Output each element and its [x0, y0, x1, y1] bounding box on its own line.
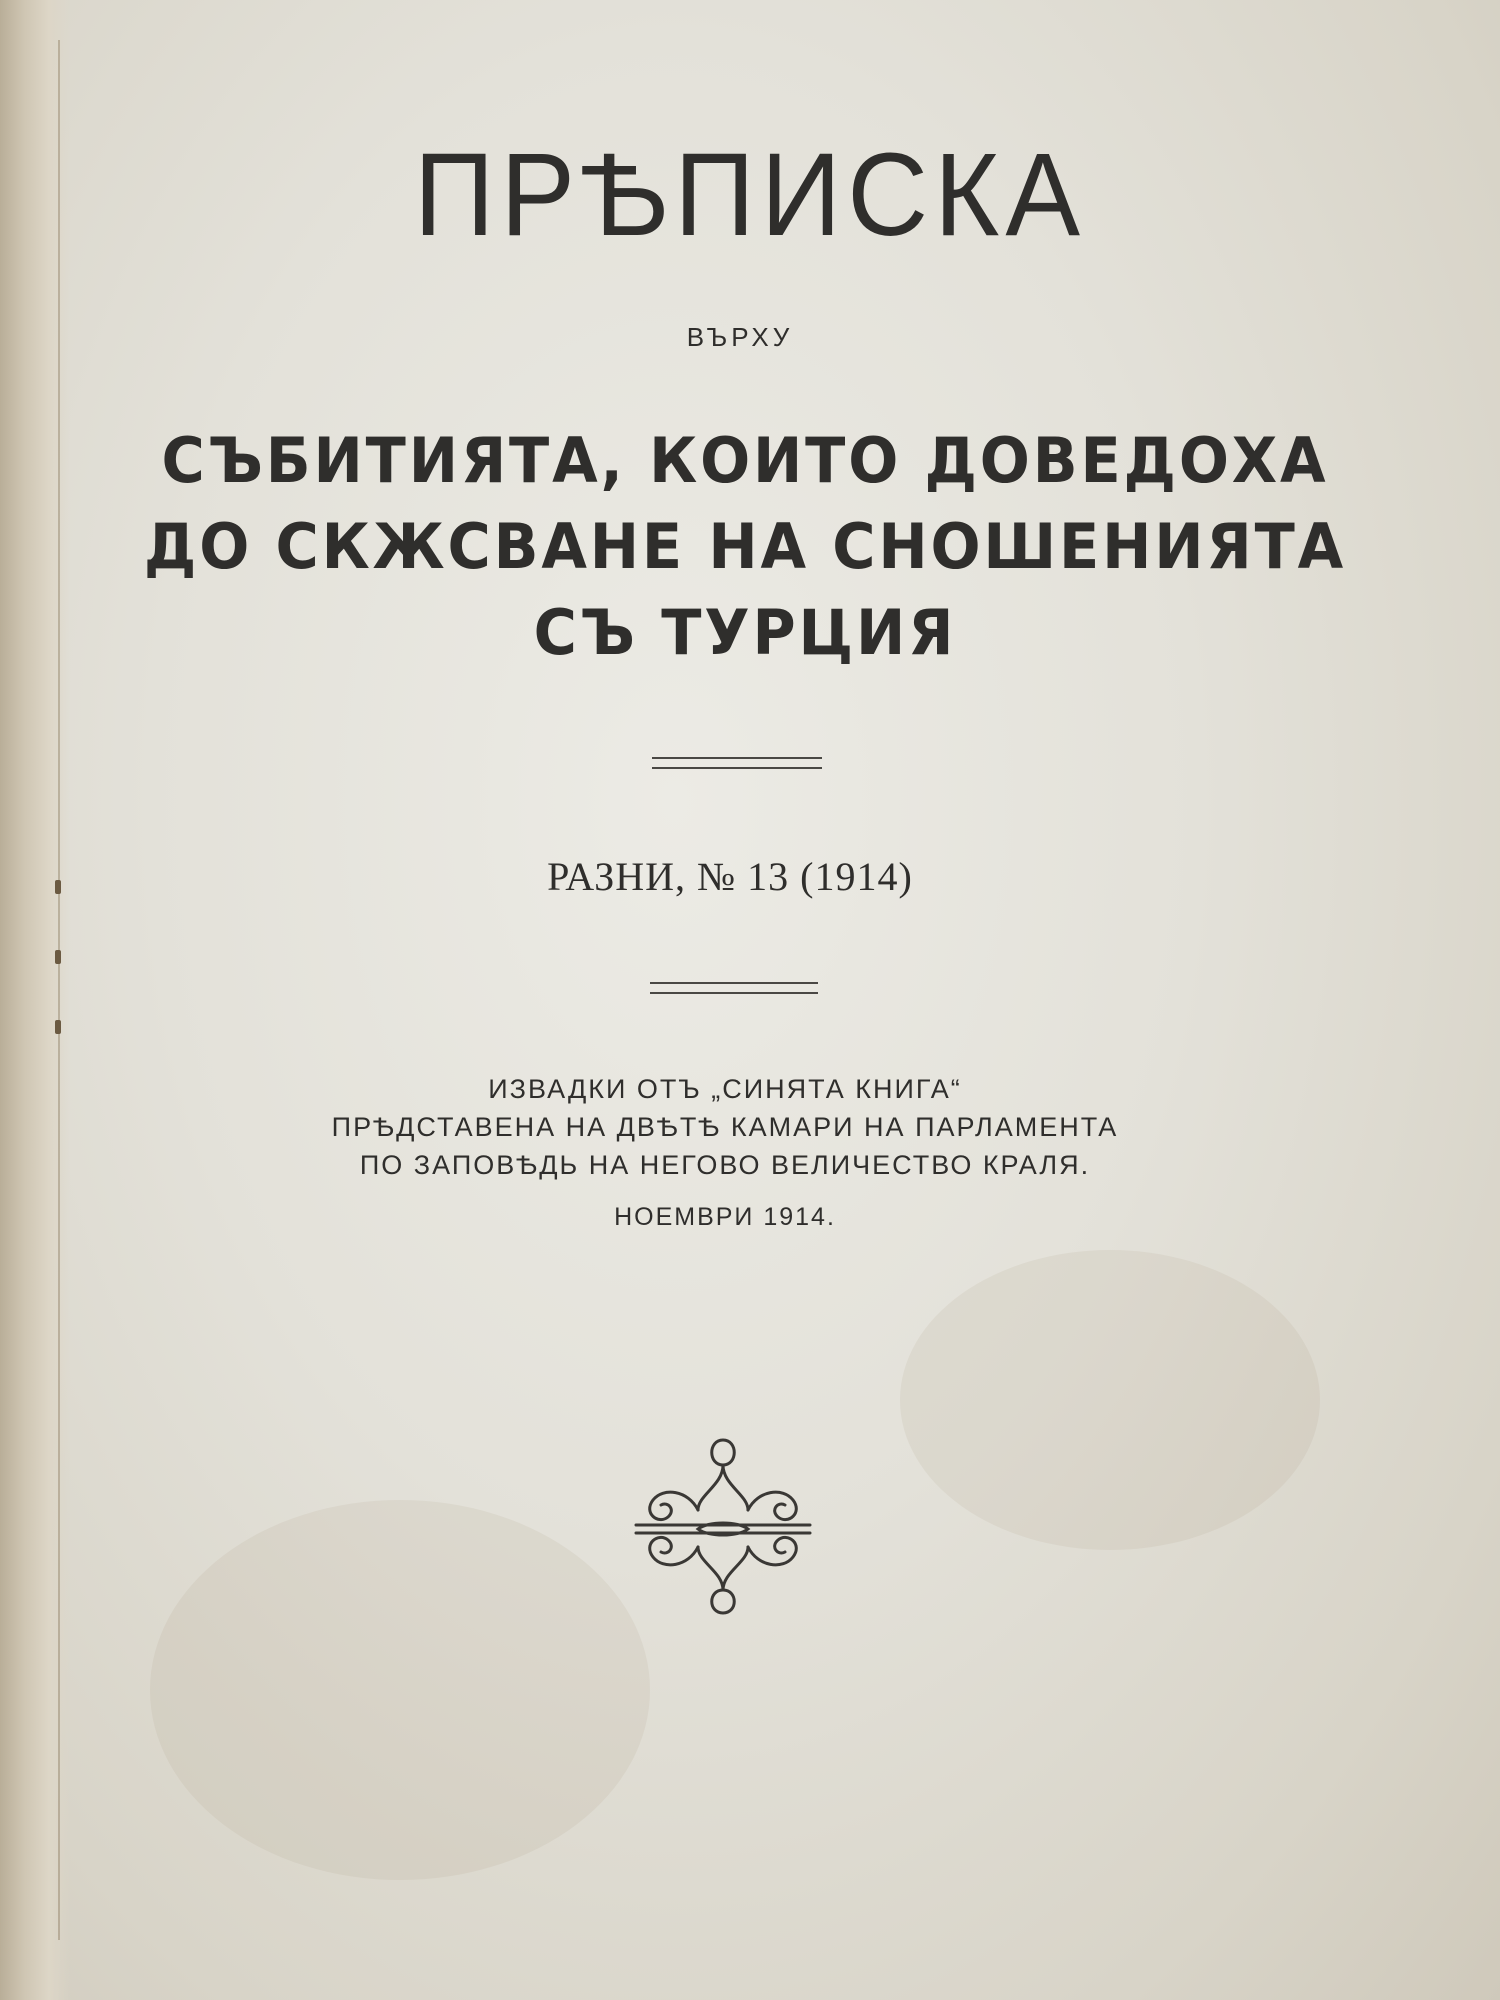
- extract-line: ПО ЗАПОВѢДЬ НА НЕГОВО ВЕЛИЧЕСТВО КРАЛЯ.: [359, 1150, 1091, 1180]
- double-rule-divider: [652, 757, 822, 769]
- extract-note: [0, 1070, 1450, 1236]
- publication-date: НОЕМВРИ 1914.: [614, 1203, 836, 1231]
- headline-line: СЪ ТУРЦИЯ: [533, 596, 957, 669]
- page-title: ПРѢПИСКА: [413, 128, 1087, 261]
- series-number: РАЗНИ, № 13 (1914): [547, 854, 913, 899]
- binding-stitch: [55, 1020, 61, 1034]
- headline-line: СЪБИТИЯТА, КОИТО ДОВЕДОХА: [161, 424, 1329, 497]
- extract-line: ИЗВАДКИ ОТЪ „СИНЯТА КНИГА“: [488, 1074, 962, 1104]
- ornament-icon: [628, 1425, 818, 1615]
- binding-stitch: [55, 950, 61, 964]
- paper-stain: [150, 1500, 650, 1880]
- preposition: ВЪРХУ: [686, 322, 794, 352]
- paper-stain: [900, 1250, 1320, 1550]
- headline-line: ДО СКЖСВАНЕ НА СНОШЕНИЯТА: [143, 510, 1347, 583]
- headline: [0, 418, 1490, 676]
- double-rule-divider: [650, 982, 818, 994]
- extract-line: ПРѢДСТАВЕНА НА ДВѢТѢ КАМАРИ НА ПАРЛАМЕНТА: [331, 1112, 1119, 1142]
